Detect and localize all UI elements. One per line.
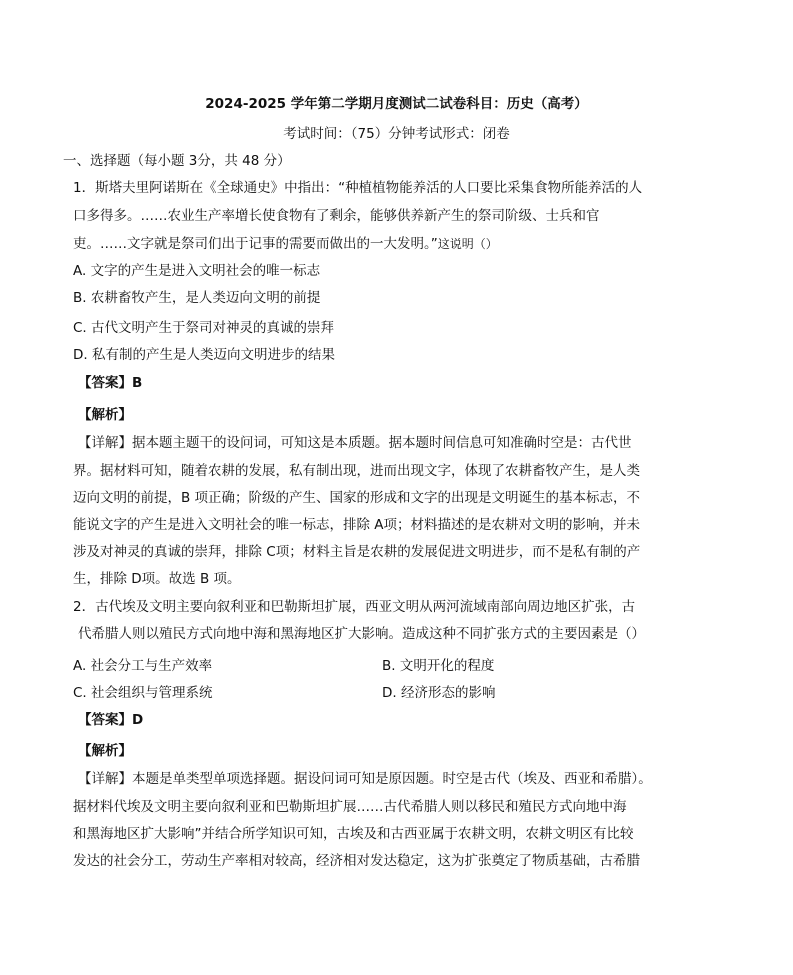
q1-answer: 【答案】B [78, 375, 143, 391]
q1-detail-line-4: 能说文字的产生是进入文明社会的唯一标志，排除 A项；材料描述的是农耕对文明的影响，并未 [73, 517, 641, 533]
q1-detail-line-5: 涉及对神灵的真诚的崇拜，排除 C项；材料主旨是农耕的发展促进文明进步，而不是私有制的产 [73, 544, 641, 560]
q2-detail-line-3: 和黑海地区扩大影响”并结合所学知识可知，古埃及和古西亚属于农耕文明，农耕文明区有比较 [73, 826, 634, 842]
q1-stem-line-2: 口多得多。……农业生产率增长使食物有了剩余，能够供养新产生的祭司阶级、士兵和官 [73, 208, 600, 224]
q2-detail-line-1: 【详解】本题是单类型单项选择题。据设问词可知是原因题。时空是古代（埃及、西亚和希腊）。 [78, 771, 652, 787]
q1-stem-line-3 [73, 234, 723, 254]
q1-analysis-label: 【解析】 [78, 407, 132, 423]
q2-option-d: D. 经济形态的影响 [382, 685, 496, 701]
q1-detail-line-6: 生，排除 D项。故选 B 项。 [73, 571, 241, 587]
exam-title: 2024-2025 学年第二学期月度测试二试卷科目：历史（高考） [205, 96, 588, 112]
section-heading: 一、选择题（每小题 3分，共 48 分） [63, 153, 291, 169]
q1-option-d: D. 私有制的产生是人类迈向文明进步的结果 [73, 347, 335, 363]
q1-stem-line-1: 1．斯塔夫里阿诺斯在《全球通史》中指出：“种植植物能养活的人口要比采集食物所能养活的人 [73, 180, 643, 196]
q2-stem-line-2: 代希腊人则以殖民方式向地中海和黑海地区扩大影响。造成这种不同扩张方式的主要因素是（） [78, 626, 645, 642]
q2-stem-line-1: 2．古代埃及文明主要向叙利亚和巴勒斯坦扩展，西亚文明从两河流域南部向周边地区扩张，古 [73, 599, 636, 615]
q1-stem-line-3-tail: 这说明（） [437, 237, 498, 251]
q1-option-c: C. 古代文明产生于祭司对神灵的真诚的崇拜 [73, 320, 335, 336]
q1-stem-line-3-main: 吏。……文字就是祭司们出于记事的需要而做出的一大发明。” [73, 236, 438, 252]
q1-option-b: B. 农耕畜牧产生，是人类迈向文明的前提 [73, 290, 321, 306]
exam-subtitle: 考试时间：（75）分钟考试形式：闭卷 [283, 126, 510, 142]
q1-detail-line-1: 【详解】据本题主题干的设问词，可知这是本质题。据本题时间信息可知准确时空是：古代世 [78, 435, 632, 451]
q2-option-a: A. 社会分工与生产效率 [73, 658, 213, 674]
q1-detail-line-3: 迈向文明的前提，B 项正确；阶级的产生、国家的形成和文字的出现是文明诞生的基本标志，不 [73, 490, 641, 506]
q2-option-b: B. 文明开化的程度 [382, 658, 495, 674]
q2-analysis-label: 【解析】 [78, 743, 132, 759]
q2-answer: 【答案】D [78, 712, 144, 728]
q1-option-a: A. 文字的产生是进入文明社会的唯一标志 [73, 263, 321, 279]
q2-detail-line-4: 发达的社会分工，劳动生产率相对较高，经济相对发达稳定，这为扩张奠定了物质基础，古希腊 [73, 853, 640, 869]
q2-option-c: C. 社会组织与管理系统 [73, 685, 213, 701]
q2-detail-line-2: 据材料代埃及文明主要向叙利亚和巴勒斯坦扩展……古代希腊人则以移民和殖民方式向地中海 [73, 799, 627, 815]
q1-detail-line-2: 界。据材料可知，随着农耕的发展，私有制出现，进而出现文字，体现了农耕畜牧产生，是人类 [73, 463, 640, 479]
